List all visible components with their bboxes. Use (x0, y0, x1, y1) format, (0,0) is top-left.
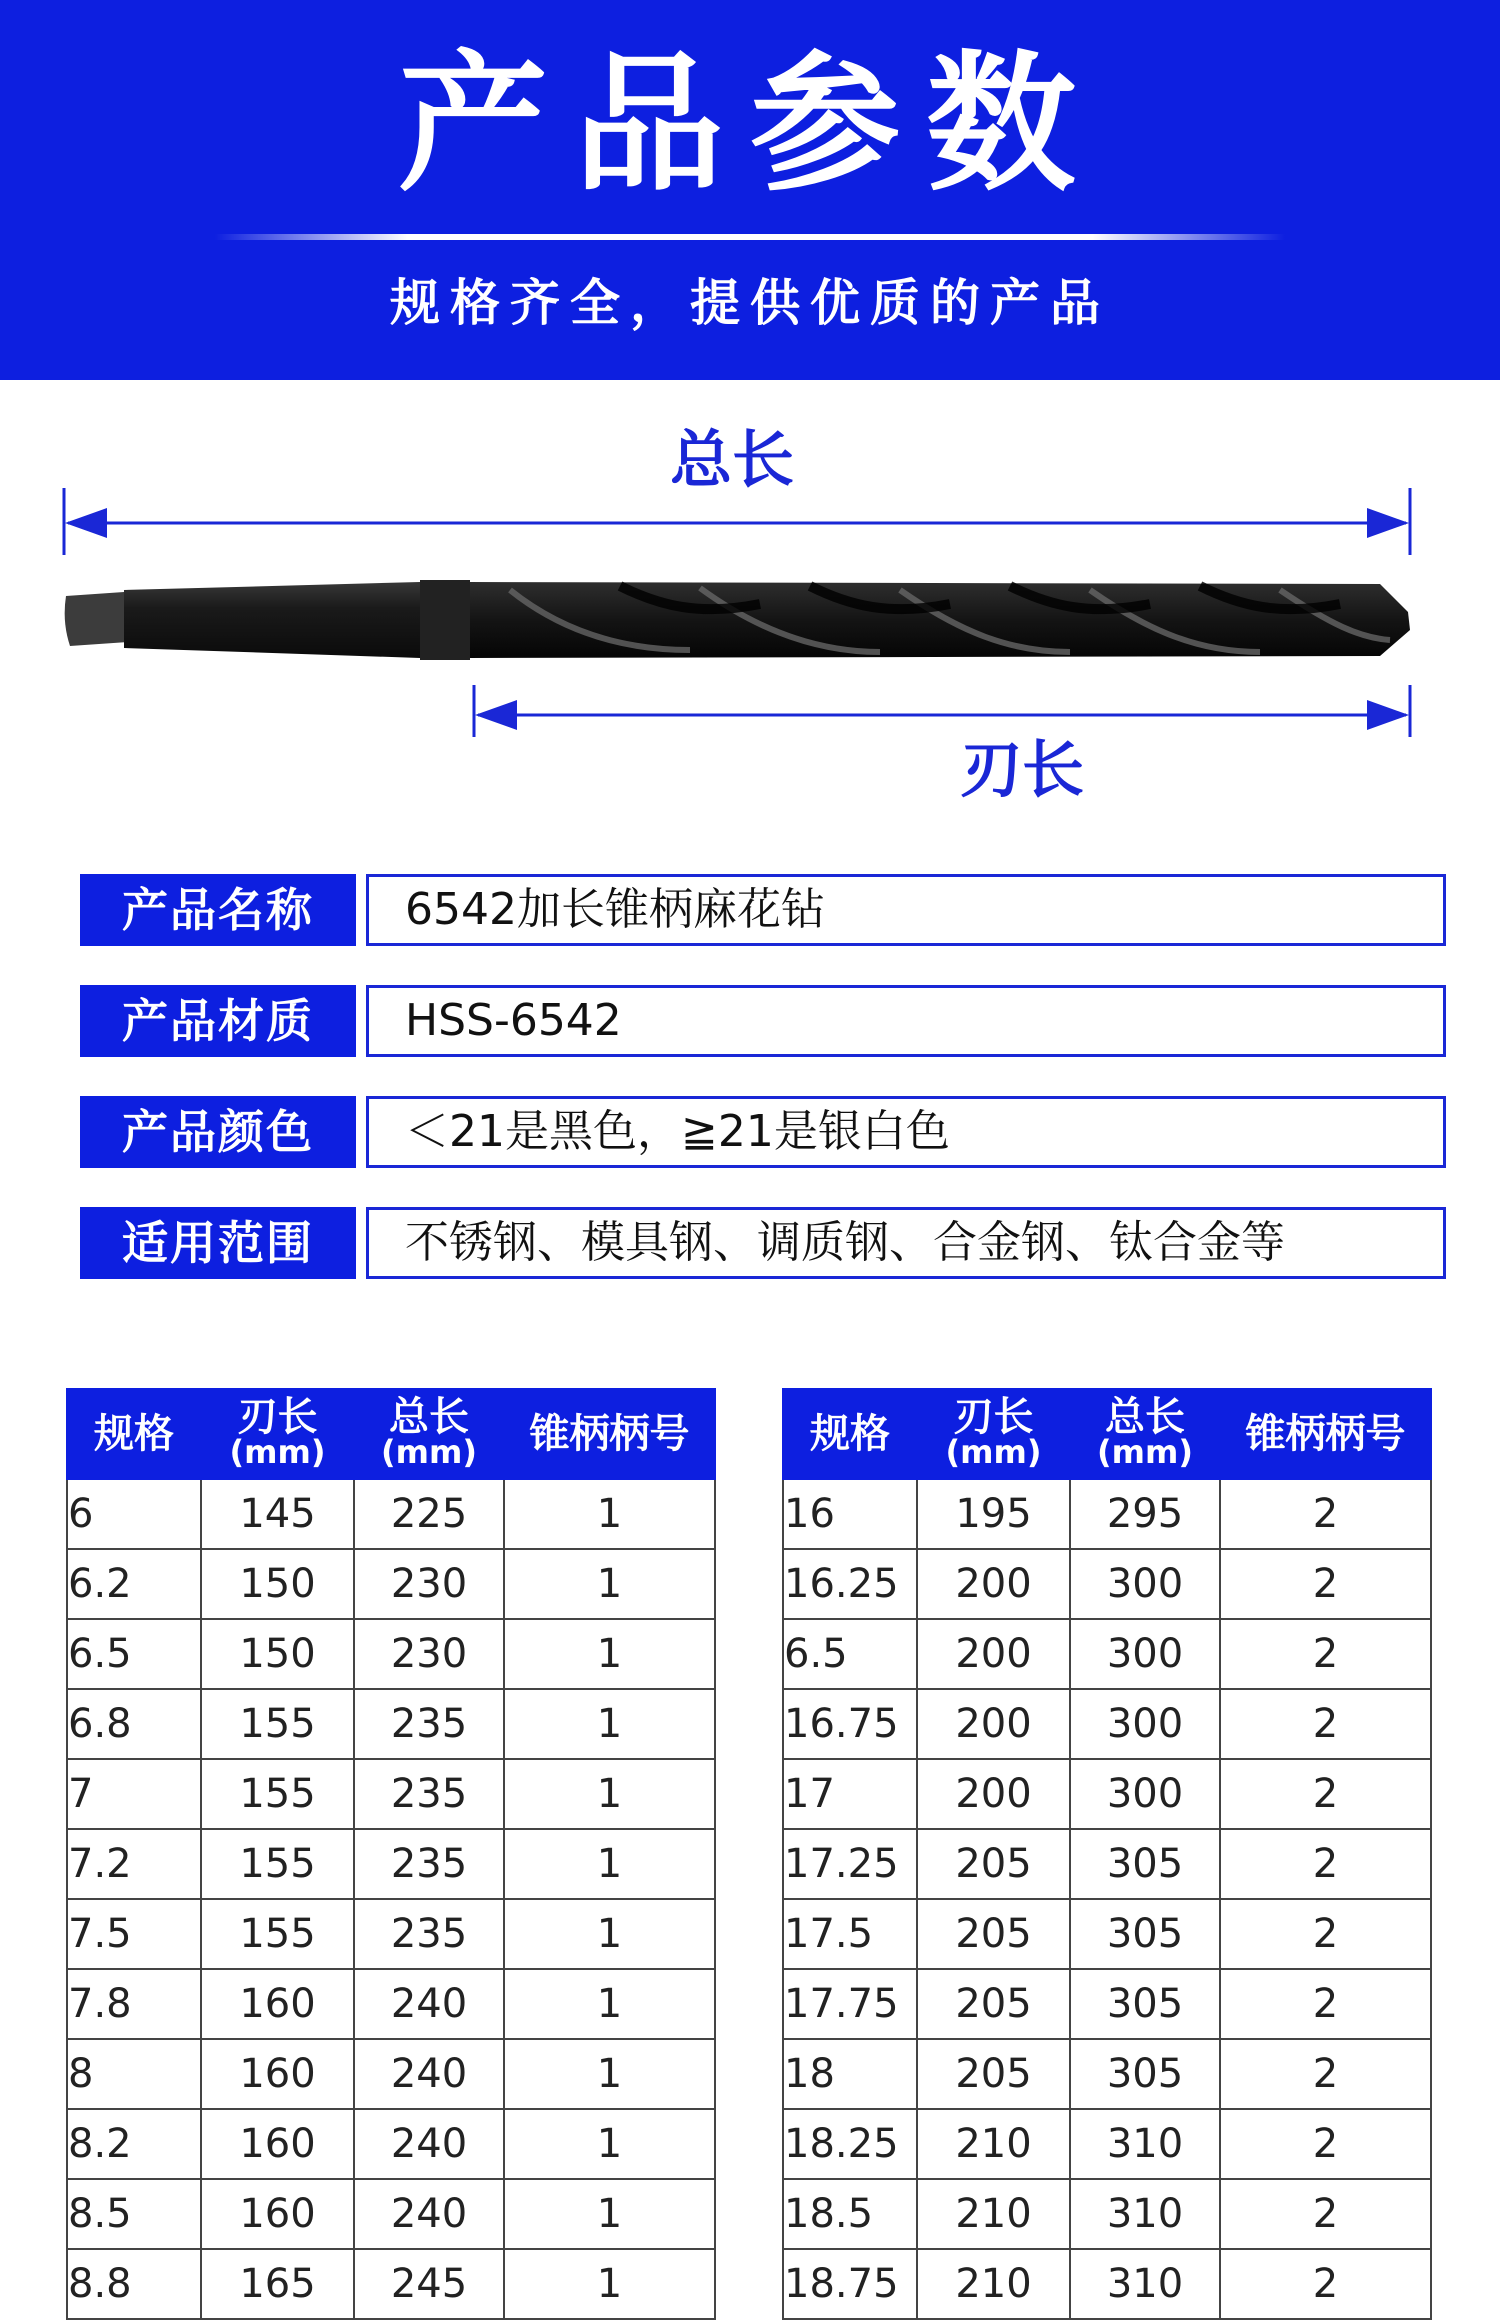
cell-taper-shank: 1 (504, 1759, 715, 1829)
cell-spec: 8.8 (67, 2249, 201, 2319)
total-length-label: 总长 (670, 423, 795, 496)
cell-taper-shank: 2 (1220, 2109, 1431, 2179)
size-table-left (66, 1388, 716, 2320)
spec-value-color: ＜21是黑色，≧21是银白色 (366, 1096, 1446, 1168)
cell-total-length: 240 (354, 2109, 504, 2179)
header-taper-shank: 锥柄柄号 (1220, 1389, 1431, 1479)
table-row (67, 1829, 715, 1899)
table-row (67, 1479, 715, 1549)
cell-total-length: 240 (354, 1969, 504, 2039)
banner-divider (215, 234, 1285, 240)
table-row (783, 2249, 1431, 2319)
cell-spec: 16.25 (783, 1549, 917, 1619)
cell-blade-length: 150 (201, 1619, 354, 1689)
cell-spec: 7.2 (67, 1829, 201, 1899)
table-row (67, 2039, 715, 2109)
cell-blade-length: 210 (917, 2109, 1070, 2179)
cell-total-length: 305 (1070, 1829, 1220, 1899)
table-row (67, 1969, 715, 2039)
cell-blade-length: 200 (917, 1689, 1070, 1759)
cell-total-length: 235 (354, 1689, 504, 1759)
cell-blade-length: 205 (917, 1899, 1070, 1969)
spec-label-color: 产品颜色 (80, 1096, 356, 1168)
drill-diagram (0, 400, 1500, 840)
cell-total-length: 235 (354, 1829, 504, 1899)
cell-taper-shank: 1 (504, 1689, 715, 1759)
cell-total-length: 245 (354, 2249, 504, 2319)
spec-value-application: 不锈钢、模具钢、调质钢、合金钢、钛合金等 (366, 1207, 1446, 1279)
cell-total-length: 310 (1070, 2249, 1220, 2319)
cell-spec: 7 (67, 1759, 201, 1829)
cell-spec: 18.75 (783, 2249, 917, 2319)
spec-value-name: 6542加长锥柄麻花钻 (366, 874, 1446, 946)
cell-total-length: 310 (1070, 2109, 1220, 2179)
cell-blade-length: 155 (201, 1689, 354, 1759)
table-row (783, 2109, 1431, 2179)
header-blade-length: 刃长 (mm) (917, 1389, 1070, 1479)
cell-total-length: 235 (354, 1759, 504, 1829)
cell-blade-length: 200 (917, 1759, 1070, 1829)
cell-taper-shank: 2 (1220, 1969, 1431, 2039)
size-table-right (782, 1388, 1432, 2320)
table-row (67, 1619, 715, 1689)
cell-spec: 8 (67, 2039, 201, 2109)
table-row (67, 2109, 715, 2179)
cell-total-length: 235 (354, 1899, 504, 1969)
cell-taper-shank: 1 (504, 1829, 715, 1899)
page-title: 产品参数 (397, 38, 1102, 212)
cell-spec: 6.2 (67, 1549, 201, 1619)
cell-total-length: 300 (1070, 1549, 1220, 1619)
header-taper-shank: 锥柄柄号 (504, 1389, 715, 1479)
table-row (783, 1899, 1431, 1969)
cell-blade-length: 165 (201, 2249, 354, 2319)
cell-taper-shank: 1 (504, 1549, 715, 1619)
table-row (783, 1829, 1431, 1899)
table-row (783, 1479, 1431, 1549)
cell-blade-length: 160 (201, 2109, 354, 2179)
cell-taper-shank: 2 (1220, 1899, 1431, 1969)
cell-taper-shank: 2 (1220, 1689, 1431, 1759)
cell-total-length: 310 (1070, 2179, 1220, 2249)
cell-taper-shank: 1 (504, 2179, 715, 2249)
cell-spec: 7.8 (67, 1969, 201, 2039)
cell-total-length: 300 (1070, 1619, 1220, 1689)
cell-taper-shank: 1 (504, 2249, 715, 2319)
spec-row-application (80, 1207, 1410, 1279)
cell-blade-length: 195 (917, 1479, 1070, 1549)
cell-total-length: 300 (1070, 1689, 1220, 1759)
cell-spec: 17.25 (783, 1829, 917, 1899)
table-row (67, 2179, 715, 2249)
table-header-row (783, 1389, 1431, 1479)
cell-spec: 6.5 (783, 1619, 917, 1689)
table-row (783, 2179, 1431, 2249)
spec-row-name (80, 874, 1410, 946)
cell-taper-shank: 2 (1220, 1619, 1431, 1689)
page-subtitle: 规格齐全，提供优质的产品 (390, 274, 1110, 332)
table-row (67, 1549, 715, 1619)
table-row (783, 1549, 1431, 1619)
cell-taper-shank: 1 (504, 1479, 715, 1549)
cell-taper-shank: 2 (1220, 1549, 1431, 1619)
table-row (783, 1759, 1431, 1829)
header-total-length: 总长 (mm) (1070, 1389, 1220, 1479)
header-spec: 规格 (783, 1389, 917, 1479)
cell-blade-length: 145 (201, 1479, 354, 1549)
spec-value-material: HSS-6542 (366, 985, 1446, 1057)
cell-taper-shank: 1 (504, 1969, 715, 2039)
cell-taper-shank: 1 (504, 1899, 715, 1969)
cell-blade-length: 160 (201, 2039, 354, 2109)
cell-taper-shank: 2 (1220, 2039, 1431, 2109)
table-row (783, 1689, 1431, 1759)
table-row (783, 1969, 1431, 2039)
header-spec: 规格 (67, 1389, 201, 1479)
cell-spec: 6.5 (67, 1619, 201, 1689)
cell-total-length: 305 (1070, 1969, 1220, 2039)
header-total-length: 总长 (mm) (354, 1389, 504, 1479)
cell-blade-length: 160 (201, 1969, 354, 2039)
cell-blade-length: 210 (917, 2249, 1070, 2319)
cell-total-length: 225 (354, 1479, 504, 1549)
cell-total-length: 230 (354, 1549, 504, 1619)
cell-blade-length: 155 (201, 1829, 354, 1899)
cell-blade-length: 150 (201, 1549, 354, 1619)
cell-total-length: 300 (1070, 1759, 1220, 1829)
cell-total-length: 240 (354, 2039, 504, 2109)
cell-spec: 17.75 (783, 1969, 917, 2039)
spec-row-color (80, 1096, 1410, 1168)
drill-bit-illustration (0, 400, 1500, 840)
header-blade-length: 刃长 (mm) (201, 1389, 354, 1479)
blade-length-label: 刃长 (960, 733, 1085, 806)
cell-spec: 18.5 (783, 2179, 917, 2249)
cell-total-length: 295 (1070, 1479, 1220, 1549)
cell-total-length: 230 (354, 1619, 504, 1689)
cell-total-length: 305 (1070, 1899, 1220, 1969)
cell-spec: 7.5 (67, 1899, 201, 1969)
table-header-row (67, 1389, 715, 1479)
spec-label-application: 适用范围 (80, 1207, 356, 1279)
cell-taper-shank: 2 (1220, 1759, 1431, 1829)
header-banner (0, 0, 1500, 380)
cell-blade-length: 205 (917, 1969, 1070, 2039)
cell-spec: 8.2 (67, 2109, 201, 2179)
table-row (783, 2039, 1431, 2109)
table-row (67, 1899, 715, 1969)
cell-blade-length: 205 (917, 2039, 1070, 2109)
table-row (67, 1689, 715, 1759)
spec-row-material (80, 985, 1410, 1057)
cell-taper-shank: 1 (504, 2039, 715, 2109)
cell-blade-length: 200 (917, 1619, 1070, 1689)
cell-spec: 16.75 (783, 1689, 917, 1759)
cell-taper-shank: 2 (1220, 2249, 1431, 2319)
cell-blade-length: 160 (201, 2179, 354, 2249)
cell-taper-shank: 2 (1220, 2179, 1431, 2249)
cell-blade-length: 155 (201, 1899, 354, 1969)
cell-taper-shank: 1 (504, 2109, 715, 2179)
cell-spec: 6.8 (67, 1689, 201, 1759)
table-row (67, 2249, 715, 2319)
cell-spec: 16 (783, 1479, 917, 1549)
spec-label-material: 产品材质 (80, 985, 356, 1057)
cell-spec: 6 (67, 1479, 201, 1549)
spec-label-name: 产品名称 (80, 874, 356, 946)
table-row (67, 1759, 715, 1829)
cell-blade-length: 205 (917, 1829, 1070, 1899)
cell-spec: 17 (783, 1759, 917, 1829)
cell-taper-shank: 2 (1220, 1829, 1431, 1899)
cell-spec: 8.5 (67, 2179, 201, 2249)
cell-taper-shank: 1 (504, 1619, 715, 1689)
cell-spec: 18 (783, 2039, 917, 2109)
cell-spec: 17.5 (783, 1899, 917, 1969)
cell-total-length: 305 (1070, 2039, 1220, 2109)
cell-blade-length: 155 (201, 1759, 354, 1829)
cell-blade-length: 210 (917, 2179, 1070, 2249)
cell-total-length: 240 (354, 2179, 504, 2249)
cell-spec: 18.25 (783, 2109, 917, 2179)
cell-blade-length: 200 (917, 1549, 1070, 1619)
cell-taper-shank: 2 (1220, 1479, 1431, 1549)
table-row (783, 1619, 1431, 1689)
